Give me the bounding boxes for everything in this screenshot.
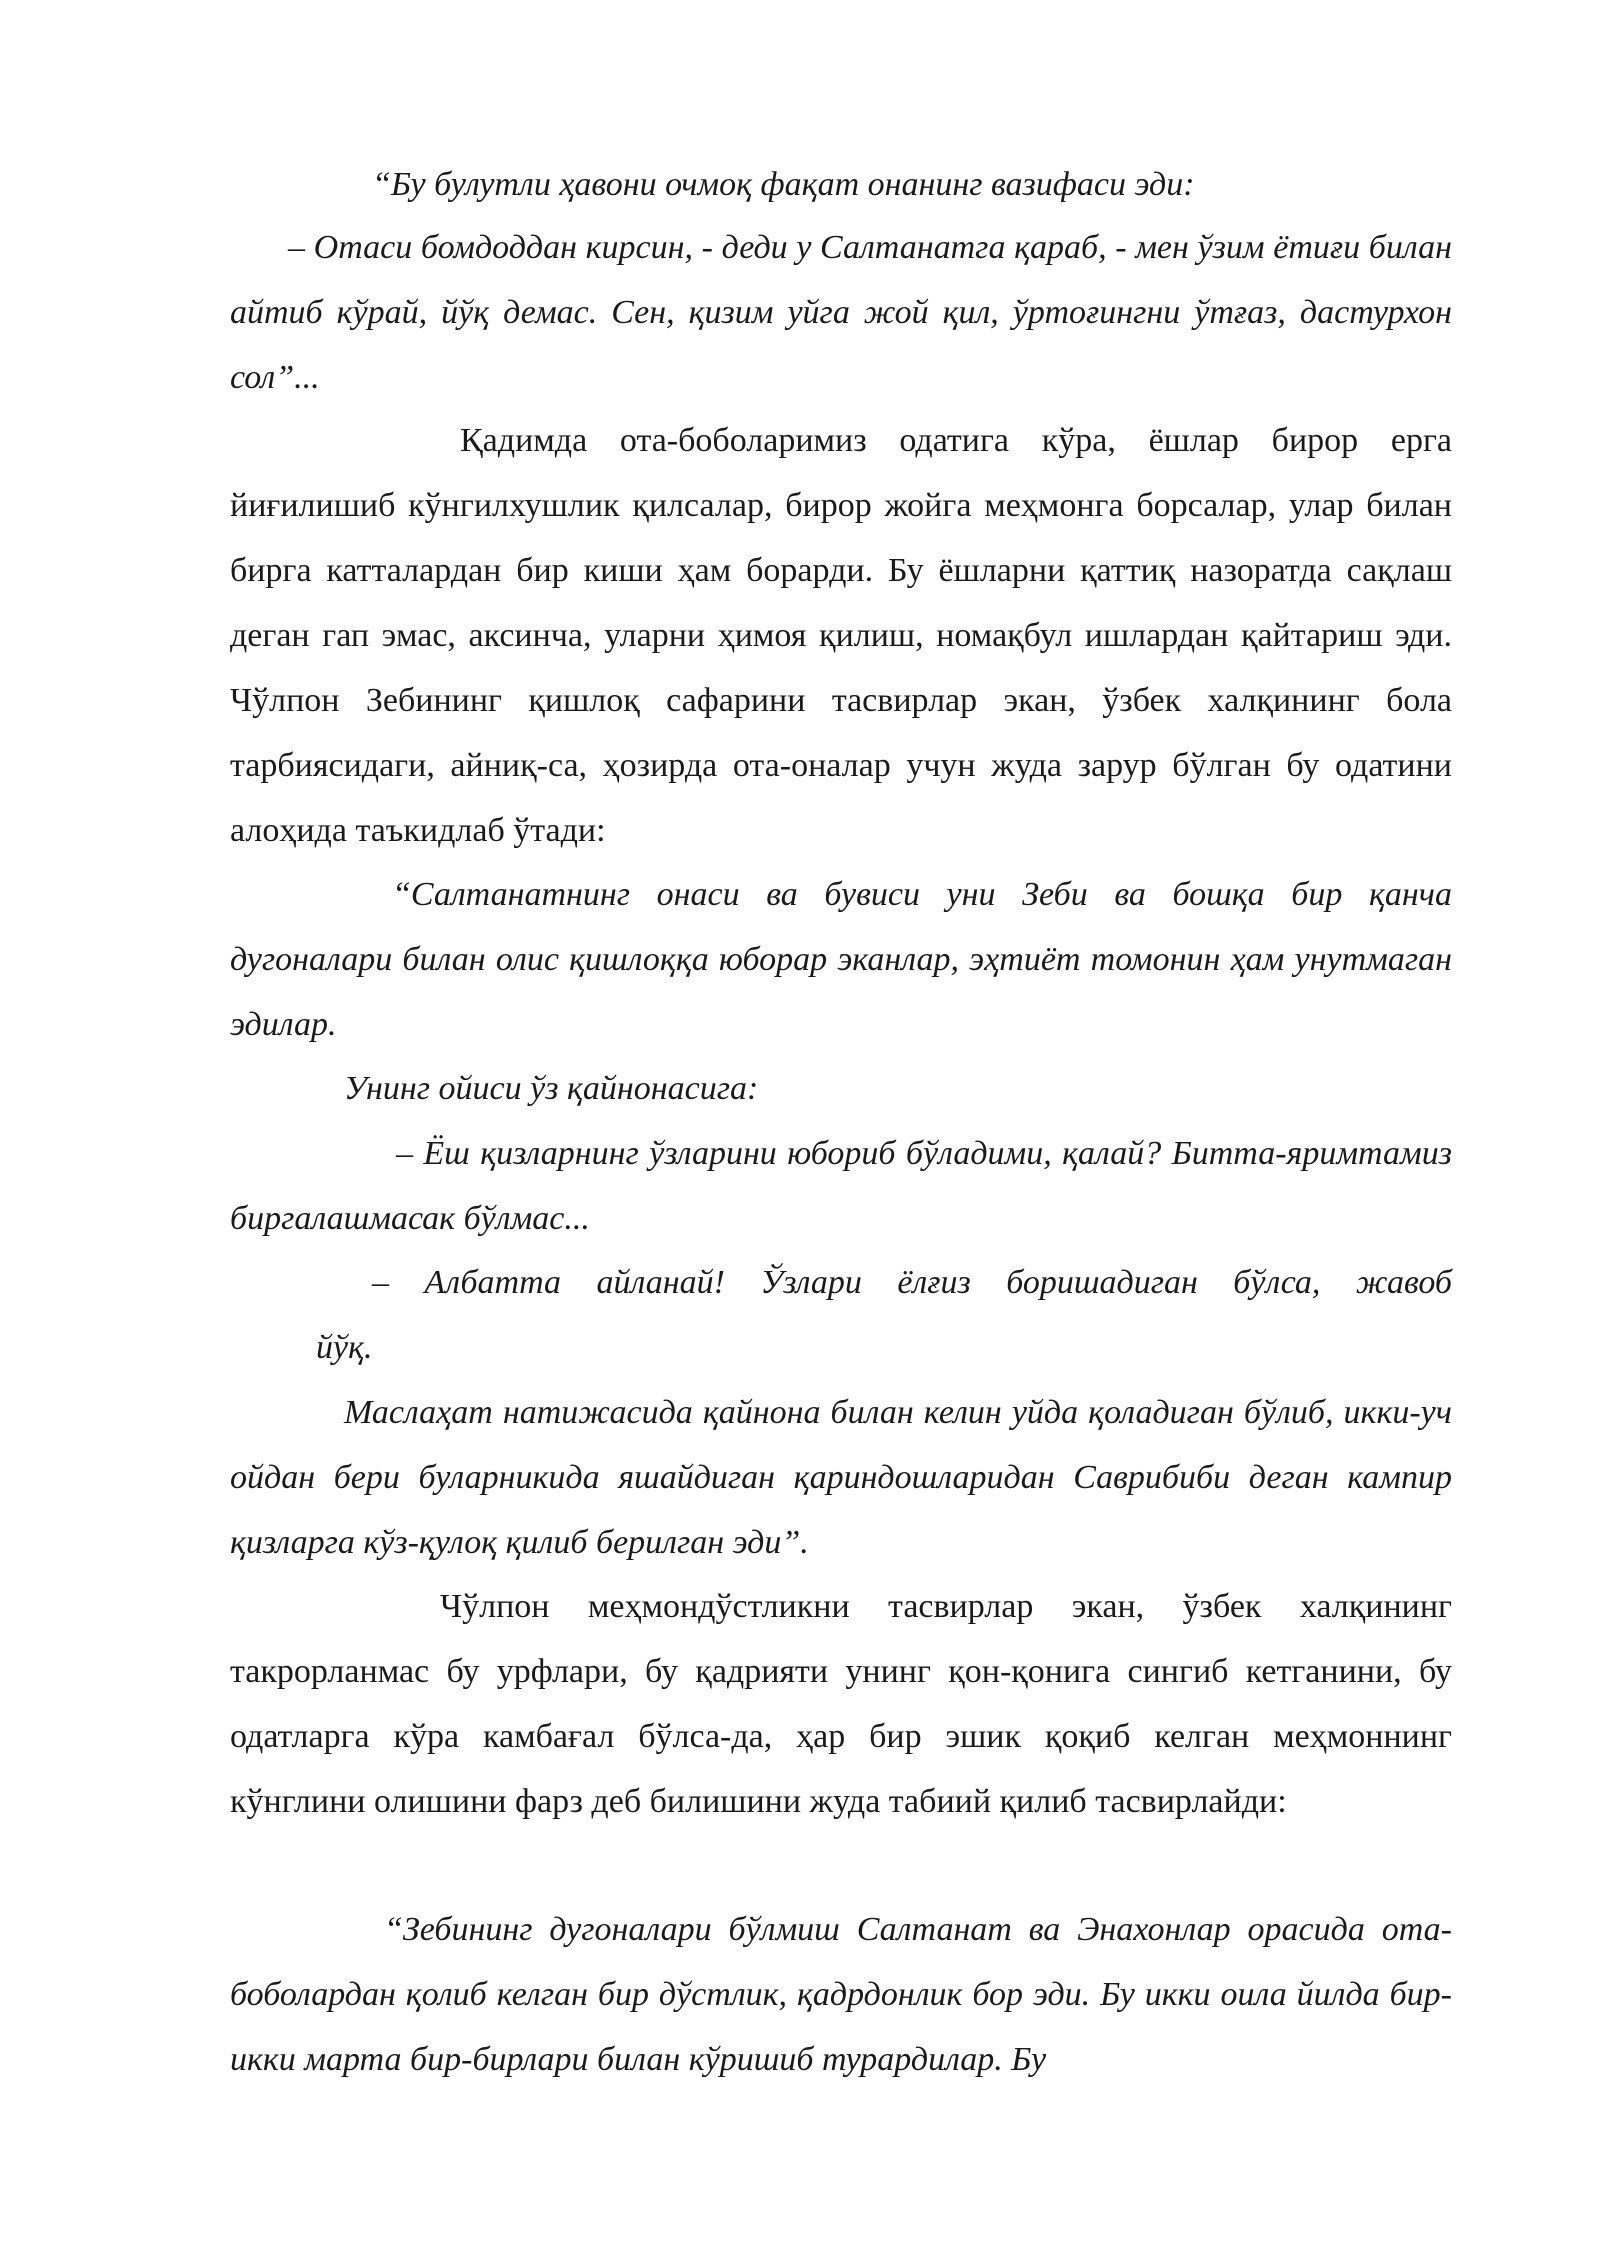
quote-consultation-paragraph: Маслаҳат натижасида қайнона билан келин уйда қоладиган бўлиб, икки-уч ойдан бери буларникида яшайдиган қариндошларидан Саврибиби деган кампир қизларга кўз-қулоқ қилиб берилган эди”. bbox=[230, 1394, 1452, 1561]
body-paragraph-tradition: Қадимда ота-боболаримиз одатига кўра, ёшлар бирор ерга йиғилишиб кўнгилхушлик қилсалар, бирор жойга меҳмонга борсалар, улар билан бирга катталардан бир киши ҳам борарди. Бу ёшларни қаттиқ назоратда сақлаш деган гап эмас, аксинча, уларни ҳимоя қилиш, номақбул ишлардан қайтариш эди. Чўлпон Зебининг қишлоқ сафарини тасвирлар экан, ўзбек халқининг бола тарбиясидаги, айниқ-са, ҳозирда ота-оналар учун жуда зарур бўлган бу одатини алоҳида таъкидлаб ўтади: bbox=[230, 422, 1452, 849]
quote-dialogue-answer: – Албатта айланай! Ўзлари ёлғиз боришадиган бўлса, жавоб bbox=[372, 1264, 1452, 1301]
quote-intro-line: “Бу булутли ҳавони очмоқ фақат онанинг вазифаси эди: bbox=[372, 166, 1195, 203]
quote-friendship-paragraph: “Зебининг дугоналари бўлмиш Салтанат ва Энахонлар орасида ота-боболардан қолиб келган бир дўстлик, қадрдонлик бор эди. Бу икки оила йилда бир-икки марта бир-бирлари билан кўришиб турардилар. Бу bbox=[230, 1911, 1452, 2078]
quote-saltanat-paragraph: “Салтанатнинг онаси ва бувиси уни Зеби ва бошқа бир қанча дугоналари билан олис қишлоққа юборар эканлар, эҳтиёт томонин ҳам унутмаган эдилар. bbox=[230, 876, 1452, 1043]
quote-dialogue-paragraph: – Отаси бомдоддан кирсин, - деди у Салтанатга қараб, - мен ўзим ётиғи билан айтиб кўрай, йўқ демас. Сен, қизим уйга жой қил, ўртоғингни ўтғаз, дастурхон сол”... bbox=[230, 229, 1452, 396]
quote-dialogue-question: – Ёш қизларнинг ўзларини юбориб бўладими, қалай? Битта-яримтамиз биргалашмасак бўлмас... bbox=[230, 1135, 1452, 1237]
quote-mother-line: Унинг ойиси ўз қайнонасига: bbox=[344, 1070, 759, 1107]
body-paragraph-hospitality: Чўлпон меҳмондўстликни тасвирлар экан, ўзбек халқининг такрорланмас бу урфлари, бу қадрияти унинг қон-қонига сингиб кетганини, бу одатларга кўра камбағал бўлса-да, ҳар бир эшик қоқиб келган меҳмоннинг кўнглини олишини фарз деб билишини жуда табиий қилиб тасвирлайди: bbox=[230, 1588, 1452, 1820]
quote-dialogue-answer-end: йўқ. bbox=[316, 1329, 373, 1366]
